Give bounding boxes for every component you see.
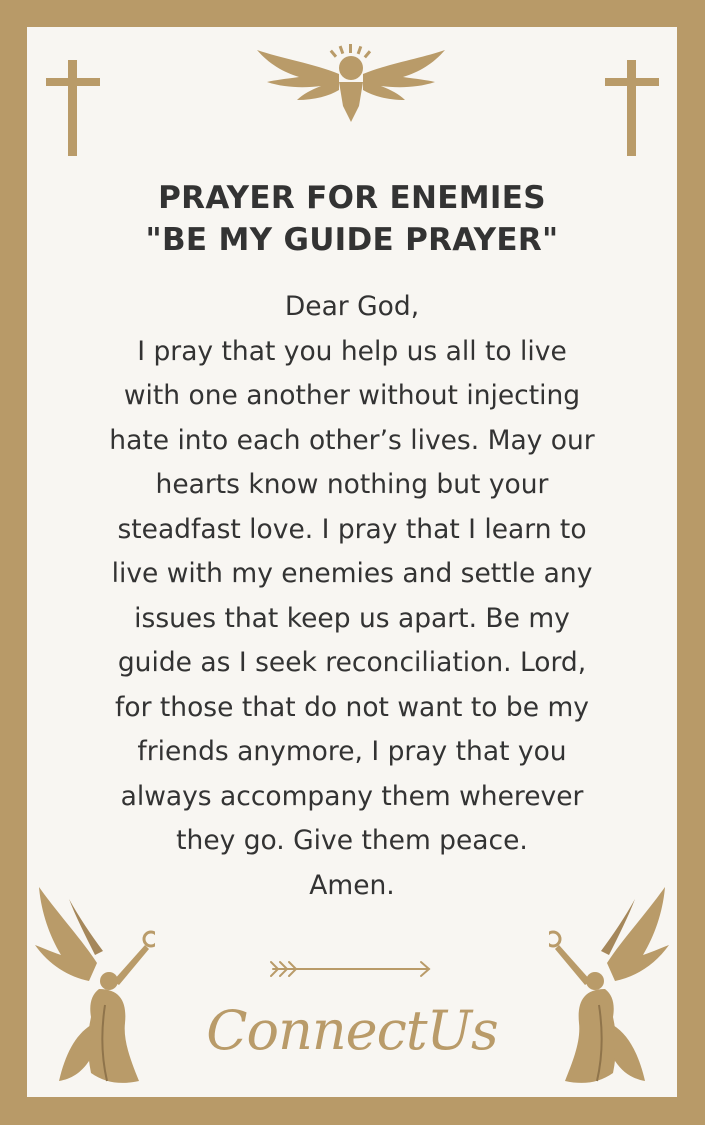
title-line-1: PRAYER FOR ENEMIES [158, 180, 546, 216]
prayer-card [27, 27, 677, 1097]
angel-icon [549, 885, 669, 1095]
prayer-line: always accompany them wherever [120, 780, 584, 812]
brand-logo: ConnectUs [206, 999, 498, 1062]
prayer-line: Dear God, [284, 291, 420, 322]
prayer-text [27, 285, 677, 908]
prayer-line: live with my enemies and settle any [111, 558, 593, 589]
prayer-line: hate into each other’s lives. May our [109, 424, 595, 456]
prayer-line: issues that keep us apart. Be my [134, 602, 570, 634]
cross-icon [46, 60, 100, 156]
title-line-2: "BE MY GUIDE PRAYER" [145, 222, 559, 258]
prayer-line: for those that do not want to be my [115, 691, 589, 723]
cross-icon [605, 60, 659, 156]
prayer-line: I pray that you help us all to live [137, 335, 567, 367]
prayer-line: they go. Give them peace. [176, 825, 528, 856]
prayer-line: guide as I seek reconciliation. Lord, [117, 647, 587, 678]
prayer-line: friends anymore, I pray that you [137, 736, 567, 767]
prayer-line: hearts know nothing but your [155, 469, 549, 500]
prayer-line: steadfast love. I pray that I learn to [117, 513, 587, 545]
arrow-icon [269, 957, 435, 981]
angel-icon [35, 885, 155, 1095]
prayer-line: with one another without injecting [123, 380, 581, 411]
winged-sun-emblem-icon [255, 44, 447, 130]
prayer-line: Amen. [309, 869, 395, 901]
